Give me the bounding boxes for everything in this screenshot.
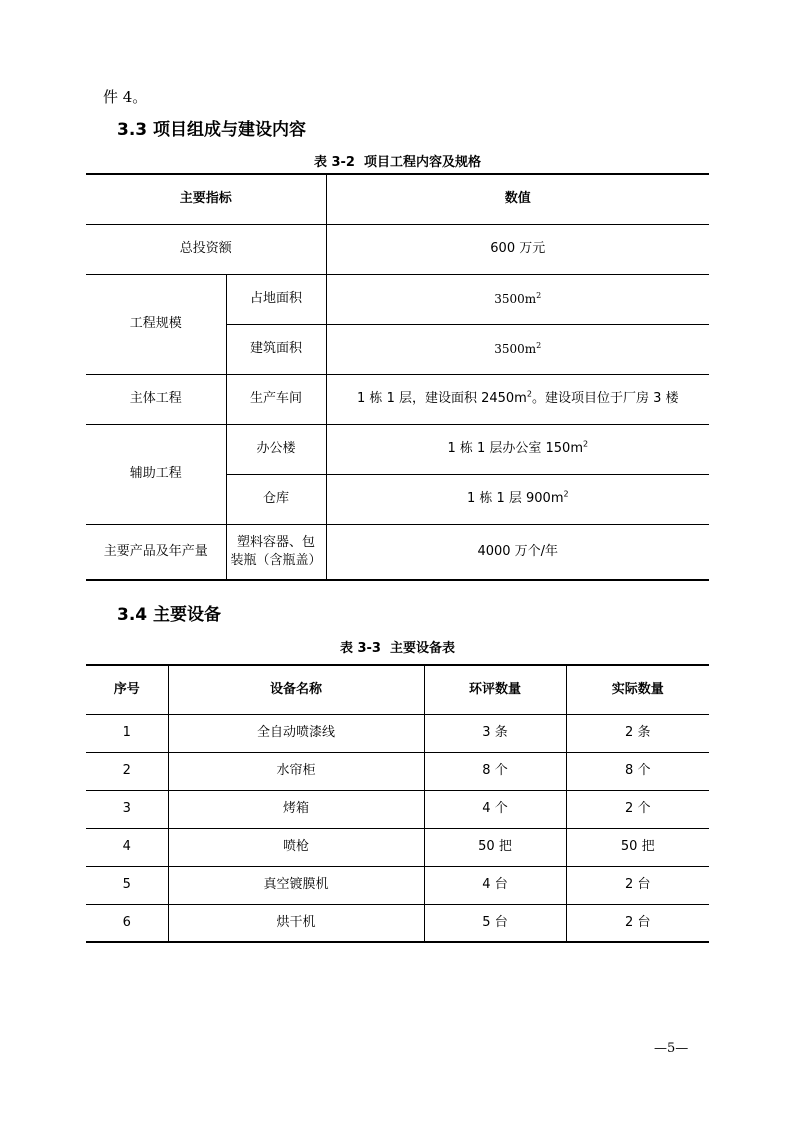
header-value: 数值 (326, 174, 709, 224)
equipment-table (86, 664, 709, 943)
aux-works-label: 辅助工程 (86, 424, 226, 524)
row-no: 3 (86, 790, 168, 828)
header-main-indicator: 主要指标 (86, 174, 326, 224)
table-row (86, 866, 709, 904)
header-no: 序号 (86, 665, 168, 714)
section-title: 项目组成与建设内容 (153, 120, 307, 140)
table-row (86, 524, 709, 580)
row-actual-qty: 2 台 (566, 866, 709, 904)
caption-title: 主要设备表 (390, 641, 456, 656)
row-eia-qty: 4 台 (424, 866, 566, 904)
products-label: 主要产品及年产量 (86, 524, 226, 580)
header-eia-qty: 环评数量 (424, 665, 566, 714)
table-row (86, 752, 709, 790)
section-number: 3.3 (117, 120, 148, 140)
building-area-label: 建筑面积 (226, 324, 326, 374)
page-number: —5— (654, 1041, 689, 1056)
row-no: 2 (86, 752, 168, 790)
row-no: 5 (86, 866, 168, 904)
table-row (86, 424, 709, 474)
table-row (86, 714, 709, 752)
row-no: 4 (86, 828, 168, 866)
section-title: 主要设备 (153, 605, 222, 625)
row-actual-qty: 8 个 (566, 752, 709, 790)
total-investment-label: 总投资额 (86, 224, 326, 274)
caption-title: 项目工程内容及规格 (364, 155, 482, 170)
office-label: 办公楼 (226, 424, 326, 474)
main-works-label: 主体工程 (86, 374, 226, 424)
products-sub-label: 塑料容器、包 装瓶（含瓶盖） (226, 524, 326, 580)
table-row (86, 374, 709, 424)
table-row (86, 828, 709, 866)
row-actual-qty: 2 台 (566, 904, 709, 942)
row-name: 全自动喷漆线 (168, 714, 424, 752)
warehouse-label: 仓库 (226, 474, 326, 524)
lead-text: 件 4。 (103, 88, 148, 106)
workshop-label: 生产车间 (226, 374, 326, 424)
row-no: 1 (86, 714, 168, 752)
table-row (86, 274, 709, 324)
office-value: 1 栋 1 层办公室 $150m^2$ (326, 424, 709, 474)
table-row (86, 790, 709, 828)
header-name: 设备名称 (168, 665, 424, 714)
row-name: 烘干机 (168, 904, 424, 942)
row-eia-qty: 3 条 (424, 714, 566, 752)
row-name: 烤箱 (168, 790, 424, 828)
table-row (86, 904, 709, 942)
row-name: 真空镀膜机 (168, 866, 424, 904)
row-actual-qty: 2 条 (566, 714, 709, 752)
section-heading-3-4 (117, 603, 221, 627)
row-actual-qty: 2 个 (566, 790, 709, 828)
project-content-table (86, 173, 709, 581)
header-actual-qty: 实际数量 (566, 665, 709, 714)
total-investment-value: 600 万元 (326, 224, 709, 274)
table-caption (86, 640, 709, 658)
land-area-value: $3500m^2$ (326, 274, 709, 324)
row-eia-qty: 8 个 (424, 752, 566, 790)
table-header-row (86, 665, 709, 714)
row-eia-qty: 4 个 (424, 790, 566, 828)
main-works-value: 1 栋 1 层，建设面积 $2450m^2$。建设项目位于厂房 3 楼 (326, 374, 709, 424)
building-area-value: $3500m^2$ (326, 324, 709, 374)
caption-label: 表 3-3 (339, 641, 381, 656)
warehouse-value: 1 栋 1 层 $900m^2$ (326, 474, 709, 524)
row-actual-qty: 50 把 (566, 828, 709, 866)
table-row (86, 224, 709, 274)
row-eia-qty: 5 台 (424, 904, 566, 942)
row-no: 6 (86, 904, 168, 942)
caption-label: 表 3-2 (313, 155, 355, 170)
scale-label: 工程规模 (86, 274, 226, 374)
section-number: 3.4 (117, 605, 148, 625)
table-header-row (86, 174, 709, 224)
products-value: 4000 万个/年 (326, 524, 709, 580)
land-area-label: 占地面积 (226, 274, 326, 324)
row-name: 水帘柜 (168, 752, 424, 790)
table-caption (86, 154, 709, 172)
row-name: 喷枪 (168, 828, 424, 866)
section-heading-3-3 (117, 118, 306, 142)
row-eia-qty: 50 把 (424, 828, 566, 866)
